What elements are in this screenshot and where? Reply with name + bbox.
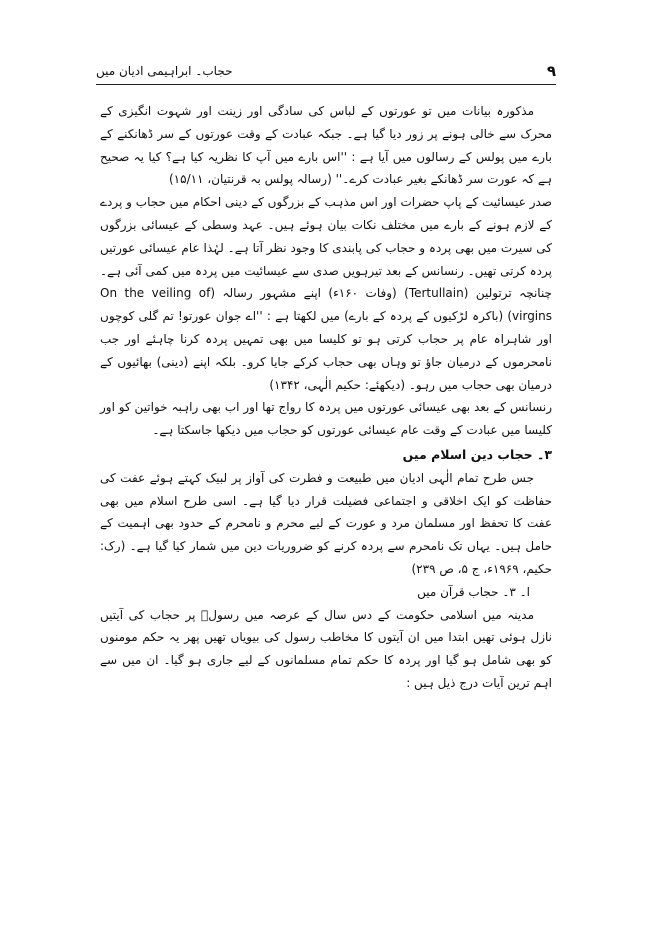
paragraph-1: مذکورہ بیانات میں تو عورتوں کے لباس کی سادگی اور زینت اور شہوت انگیزی کے محرک سے خالی ہونے پر زور دیا گیا ہے۔ جبکہ عبادت کے وقت عورتوں کے سر ڈھانکنے کے بارے میں پولس کے رسالوں میں آیا ہے : ''اس بارے میں آپ کا نظریہ کیا ہے؟ کیا یہ صحیح ہے کہ عورت سر ڈھانکے بغیر عبادت کرے۔'' (رسالہ پولس بہ قرنتیان، ۱۵/۱۱) xyxy=(100,104,552,187)
body-text xyxy=(100,100,552,695)
paragraph-3: رنسانس کے بعد بھی عیسائی عورتوں میں پردہ کا رواج تھا اور اب بھی راہبہ خواتین کو اور کلیسا میں عبادت کے وقت عام عیسائی عورتوں کو حجاب میں دیکھا جاسکتا ہے۔ xyxy=(100,400,552,438)
subsection-heading: ا۔ ۳۔ حجاب قرآن میں xyxy=(417,584,530,599)
running-title: حجاب۔ ابراہیمی ادیان میں xyxy=(96,64,233,78)
page-number: ۹ xyxy=(546,62,556,80)
header-divider xyxy=(96,84,556,85)
paragraph-4: جس طرح تمام الٰہی ادیان میں طبیعت و فطرت کی آواز پر لبیک کہتے ہوئے عفت کی حفاظت کو ایک اخلاقی و اجتماعی فضیلت قرار دیا گیا ہے۔ اسی طرح اسلام میں بھی عفت کا تحفظ اور مسلمان مرد و عورت کے لیے محرم و نامحرم کے حدود بھی اہمیت کے حامل ہیں۔ یہاں تک نامحرم سے پردہ کرنے کو ضروریات دین میں شمار کیا گیا ہے۔ (رک: حکیم، ۱۹۶۹ء، ج ۵، ص ۲۳۹) xyxy=(100,470,552,576)
paragraph-2: صدر عیسائیت کے پاپ حضرات اور اس مذہب کے بزرگوں کے دینی احکام میں حجاب و پردے کے لازم ہونے کے بارے میں مختلف نکات بیان ہوئے ہیں۔ عہد وسطی کے عیسائی بزرگوں کی سیرت میں بھی پردہ و حجاب کی پابندی کا وجود نظر آتا ہے۔ لہٰذا عام عیسائی عورتیں پردہ کرتی تھیں۔ رنسانس کے بعد تیرہویں صدی سے عیسائیت میں پردہ میں کمی آئی ہے۔ چنانچہ ترتولین (Tertullain) (وفات ۱۶۰ء) اپنے مشہور رسالہ (On the veiling of virgins) (باکرہ لڑکیوں کے پردہ کے بارے) میں لکھتا ہے : ''اے جوان عورتو! تم گلی کوچوں اور شاہراہ عام پر حجاب کرتی ہو تو کلیسا میں بھی تمہیں پردہ کرنا چاہئے اور جب نامحرموں کے درمیان جاؤ تو وہاں بھی حجاب کرکے جایا کرو۔ بلکہ اپنے (دینی) بھائیوں کے درمیان بھی حجاب میں رہو۔ (دیکھئے: حکیم الٰہی، ۱۳۴۲) xyxy=(100,195,552,392)
paragraph-5: مدینہ میں اسلامی حکومت کے دس سال کے عرصہ میں رسولؐ پر حجاب کی آیتیں نازل ہوئی تھیں ابتدا میں ان آیتوں کا مخاطب رسول کی بیویاں تھیں پھر یہ حکم مومنوں کو بھی شامل ہو گیا اور پردہ کا حکم تمام مسلمانوں کے لیے جاری ہو گیا۔ ان میں سے اہم ترین آیات درج ذیل ہیں : xyxy=(100,607,552,690)
section-heading: ۳۔ حجاب دین اسلام میں xyxy=(402,446,552,462)
page-header xyxy=(96,62,556,84)
